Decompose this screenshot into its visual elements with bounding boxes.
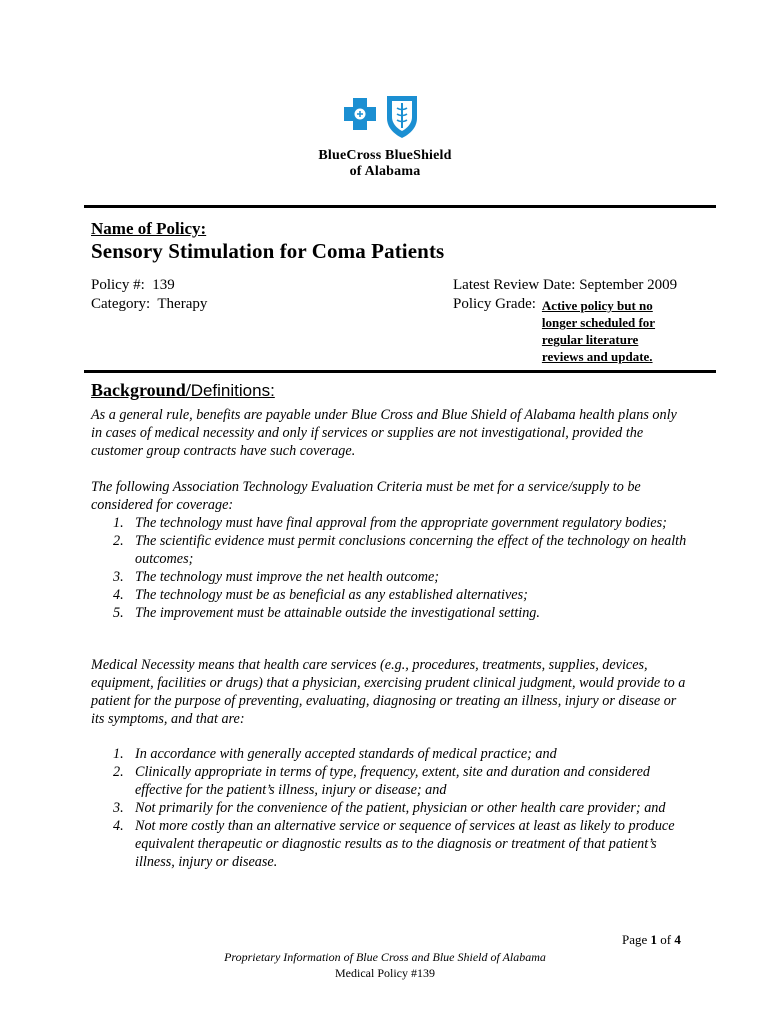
list-text: In accordance with generally accepted standards of medical practice; and	[135, 746, 557, 762]
list-number: 1.	[113, 746, 124, 762]
list-number: 2.	[113, 764, 124, 780]
list-item	[113, 532, 691, 568]
policy-grade-row	[453, 295, 677, 365]
list-text: The technology must improve the net health outcome;	[135, 569, 440, 585]
paragraph-medical-necessity	[91, 656, 691, 728]
list-item	[113, 817, 691, 871]
list-item	[113, 514, 691, 532]
criteria-block	[91, 478, 691, 622]
list-text: The technology must have final approval from the appropriate government regulatory bodies;	[135, 515, 667, 531]
list-item	[113, 586, 691, 604]
policy-meta-right	[453, 276, 677, 365]
policy-number-row	[91, 276, 207, 295]
brand-name: BlueCross BlueShield	[318, 148, 452, 163]
policy-category-label: Category:	[91, 296, 151, 312]
page-total: 4	[674, 932, 681, 947]
list-item	[113, 763, 691, 799]
list-number: 1.	[113, 515, 124, 531]
footer-policy-number: Medical Policy #139	[335, 966, 435, 980]
policy-title: Sensory Stimulation for Coma Patients	[91, 239, 445, 263]
review-date-label: Latest Review Date:	[453, 277, 576, 293]
list-number: 5.	[113, 605, 124, 621]
brand-region: of Alabama	[349, 164, 421, 179]
list-text: The improvement must be attainable outside the investigational setting.	[135, 605, 540, 621]
necessity-block	[91, 745, 691, 871]
list-item	[113, 745, 691, 763]
list-number: 2.	[113, 533, 124, 549]
policy-name-label: Name of Policy:	[91, 219, 207, 238]
criteria-list	[91, 514, 691, 622]
list-item	[113, 799, 691, 817]
list-number: 3.	[113, 569, 124, 585]
policy-category: Therapy	[157, 296, 208, 312]
list-item	[113, 568, 691, 586]
policy-number-label: Policy #:	[91, 277, 145, 293]
page-of: of	[657, 932, 675, 947]
section-heading	[91, 380, 275, 401]
section-rule	[84, 370, 716, 373]
page-indicator	[622, 932, 681, 948]
policy-number: 139	[152, 277, 175, 293]
list-text: Clinically appropriate in terms of type, frequency, extent, site and duration and considered effective for the patient’s illness, injury or disease; and	[135, 764, 650, 798]
paragraph-text: Medical Necessity means that health care services (e.g., procedures, treatments, supplies, devices, equipment, facilities or drugs) that a physician, exercising prudent clinical judgment, would provide to a patient for the purpose of preventing, evaluating, diagnosing or treating an illness, injury or disease or its symptoms, and that are:	[91, 657, 686, 727]
policy-grade-label: Policy Grade:	[453, 296, 536, 312]
list-number: 4.	[113, 587, 124, 603]
review-date-row	[453, 276, 677, 295]
necessity-list	[91, 745, 691, 871]
list-number: 4.	[113, 818, 124, 834]
list-text: The technology must be as beneficial as any established alternatives;	[135, 587, 528, 603]
paragraph-text: As a general rule, benefits are payable under Blue Cross and Blue Shield of Alabama health plans only in cases of medical necessity and only if services or supplies are not investigational, provided the customer group contracts have such coverage.	[91, 407, 677, 459]
section-heading-rest: Definitions:	[190, 381, 275, 400]
footer-proprietary: Proprietary Information of Blue Cross and Blue Shield of Alabama	[224, 950, 546, 964]
page-prefix: Page	[622, 932, 651, 947]
list-number: 3.	[113, 800, 124, 816]
review-date: September 2009	[579, 277, 678, 293]
bcbs-cross-shield-icon	[337, 92, 433, 140]
policy-category-row	[91, 295, 207, 314]
criteria-intro: The following Association Technology Evaluation Criteria must be met for a service/supply to be considered for coverage:	[91, 479, 641, 513]
page-current: 1	[650, 932, 658, 947]
policy-meta-left	[91, 276, 207, 314]
list-item	[113, 604, 691, 622]
paragraph-benefits	[91, 406, 691, 460]
list-text: The scientific evidence must permit conclusions concerning the effect of the technology on health outcomes;	[135, 533, 687, 567]
list-text: Not primarily for the convenience of the patient, physician or other health care provider; and	[135, 800, 666, 816]
bcbs-logo	[0, 92, 770, 180]
header-rule	[84, 205, 716, 208]
list-text: Not more costly than an alternative service or sequence of services at least as likely to produce equivalent therapeutic or diagnostic results as to the diagnosis or treatment of that patient’s illness, injury or disease.	[135, 818, 675, 870]
policy-grade: Active policy but no longer scheduled for regular literature reviews and update.	[541, 298, 656, 364]
section-heading-bold: Background/	[91, 380, 191, 400]
